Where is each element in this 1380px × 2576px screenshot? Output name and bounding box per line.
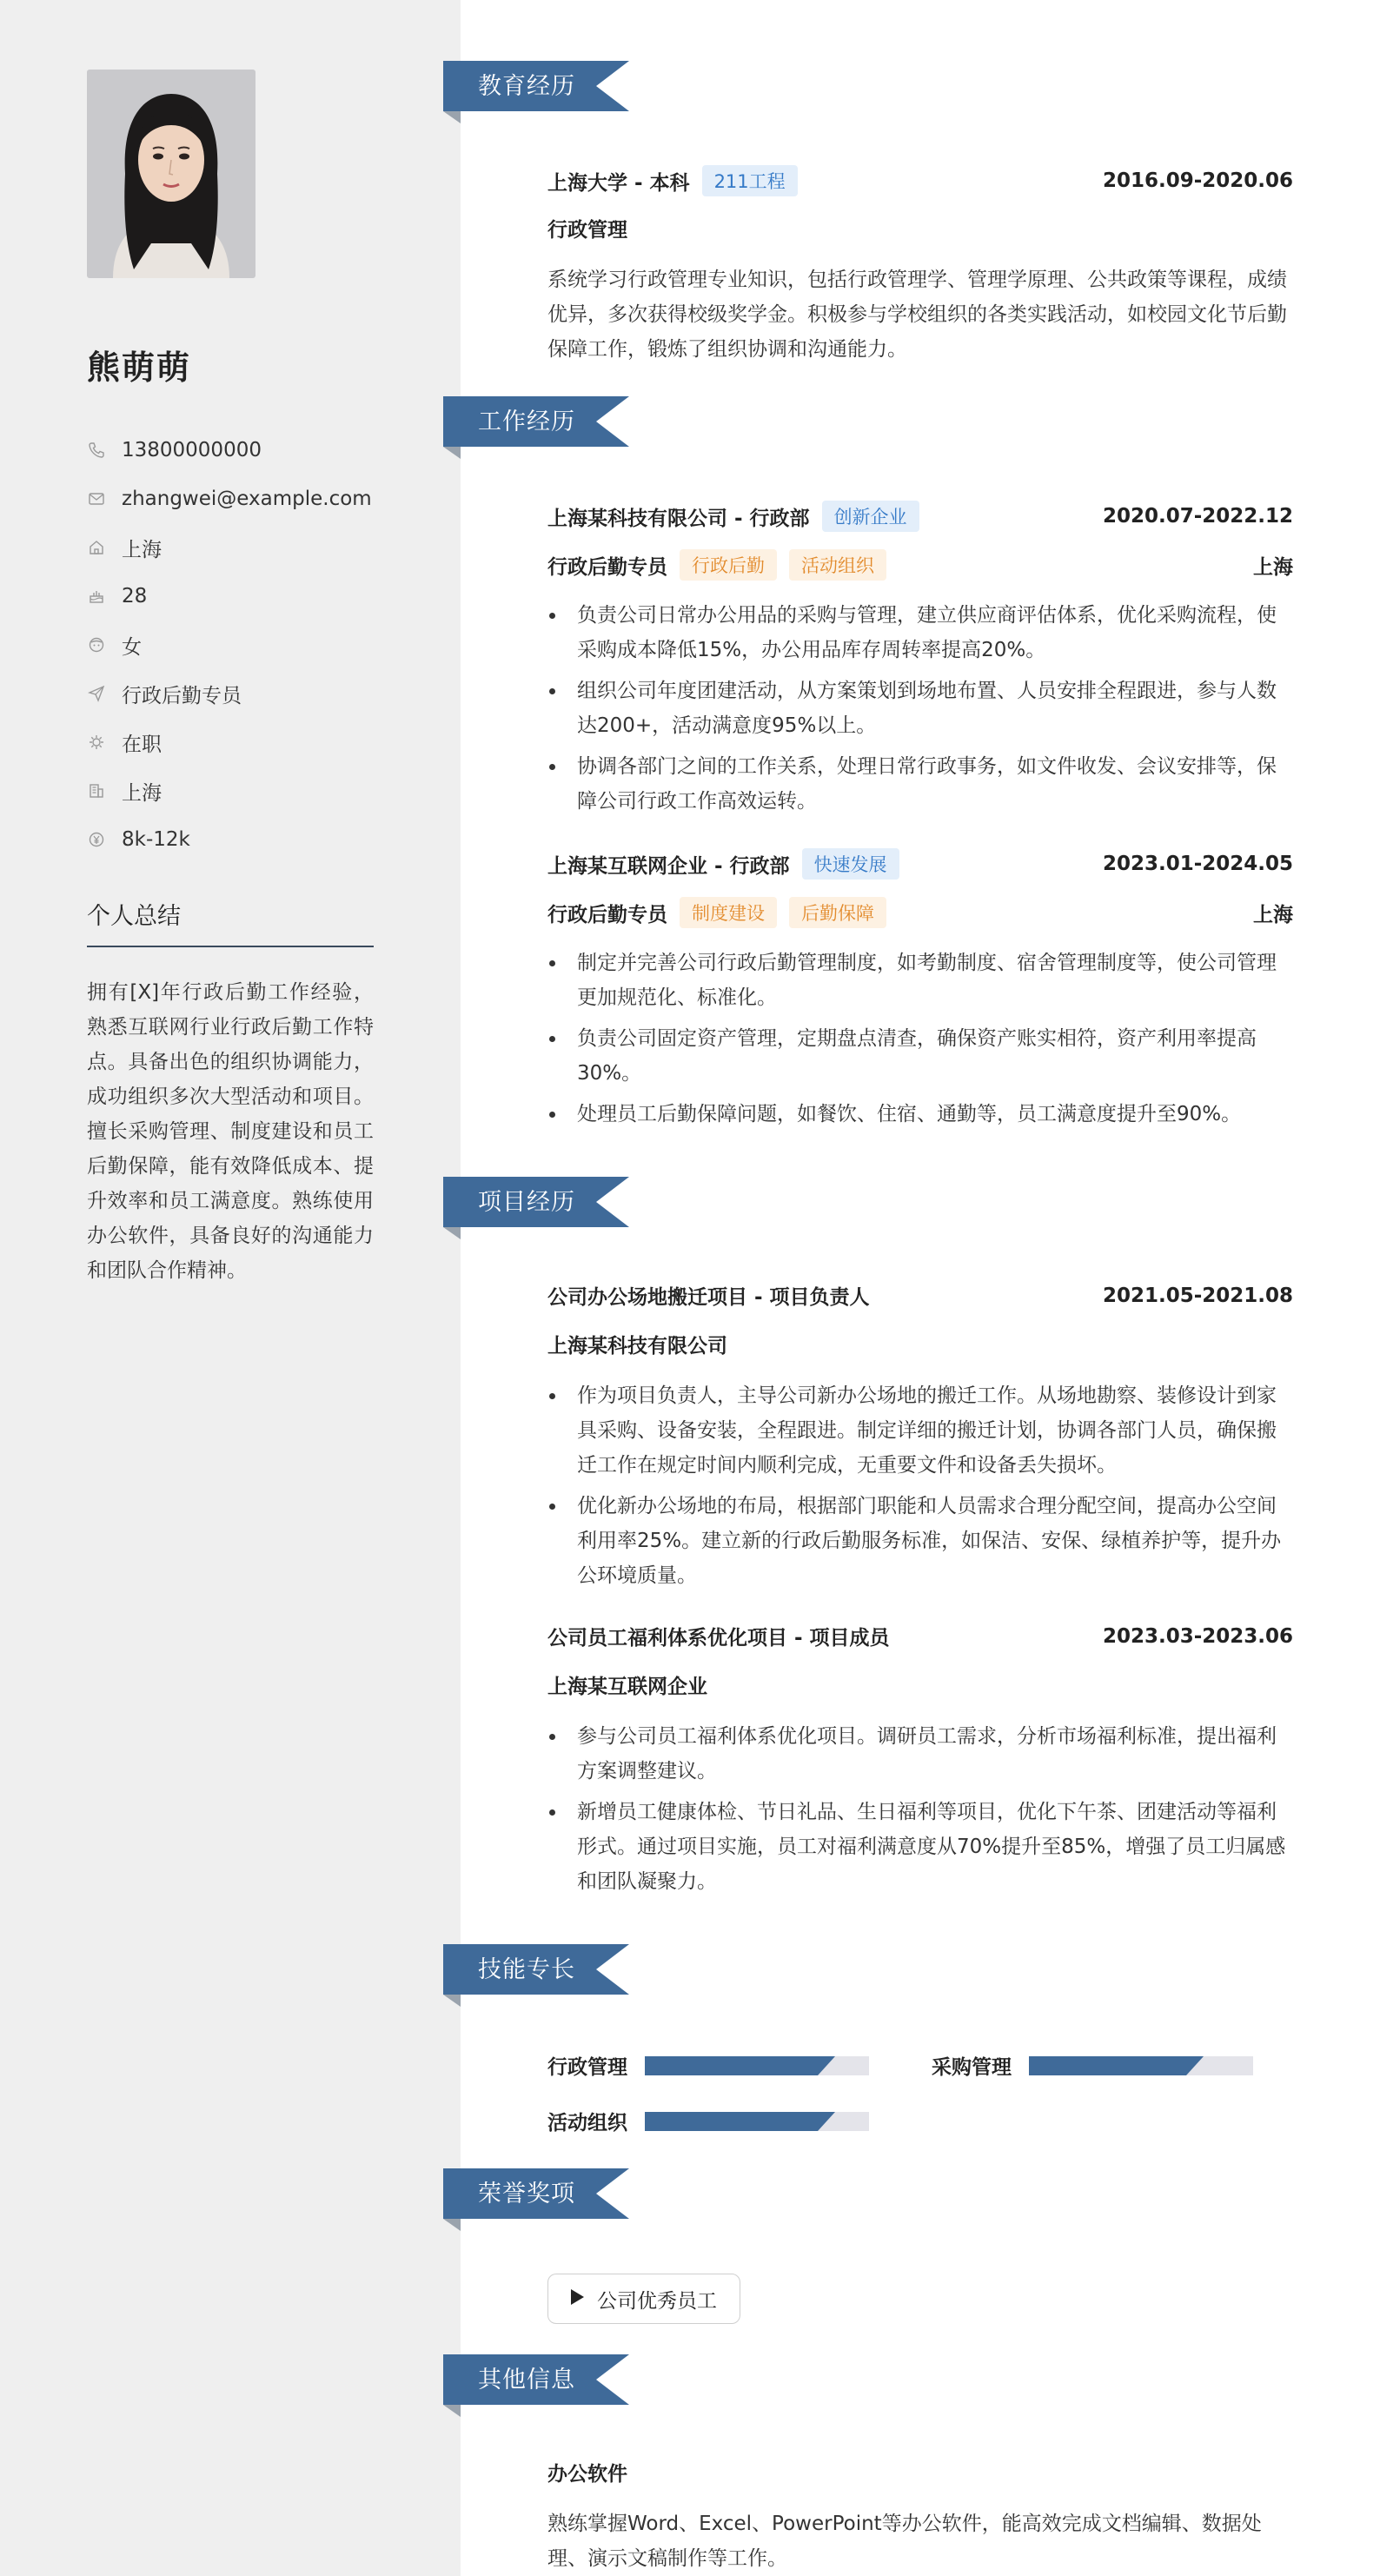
education-description: 系统学习行政管理专业知识，包括行政管理学、管理学原理、公共政策等课程，成绩优异，多次获得校级奖学金。积极参与学校组织的各类实践活动，如校园文化节后勤保障工作，锻炼了组织协调和沟通能力。 — [547, 269, 1287, 361]
bullet-item: 负责公司固定资产管理，定期盘点清查，确保资产账实相符，资产利用率提高30%。 — [547, 1021, 1293, 1091]
skill-name: 活动组织 — [547, 2112, 627, 2134]
skill-item — [547, 2051, 869, 2080]
contact-status — [87, 718, 382, 767]
bullet-item: 参与公司员工福利体系优化项目。调研员工需求，分析市场福利标准，提出福利方案调整建议。 — [547, 1719, 1293, 1789]
contact-text: 上海 — [122, 781, 162, 805]
salary-icon — [87, 830, 106, 849]
contact-text: 13800000000 — [122, 439, 262, 461]
contact-age — [87, 572, 382, 621]
role-tag: 后勤保障 — [789, 897, 886, 928]
section-header-other — [443, 2354, 634, 2424]
section-title: 其他信息 — [478, 2367, 575, 2393]
section-header-work — [443, 396, 634, 466]
project-date: 2023.03-2023.06 — [1102, 1624, 1293, 1648]
send-icon — [87, 684, 106, 703]
other-title: 办公软件 — [547, 2463, 627, 2486]
contact-position — [87, 669, 382, 718]
role-tag: 行政后勤 — [680, 549, 777, 581]
home-icon — [87, 538, 106, 557]
summary-text: 拥有[X]年行政后勤工作经验，熟悉互联网行业行政后勤工作特点。具备出色的组织协调能力，成功组织多次大型活动和项目。擅长采购管理、制度建设和员工后勤保障，能有效降低成本、提升效率和员工满意度。熟练使用办公软件，具备良好的沟通能力和团队合作精神。 — [87, 981, 374, 1282]
bullet-item: 组织公司年度团建活动，从方案策划到场地布置、人员安排全程跟进，参与人数达200+，活动满意度95%以上。 — [547, 674, 1293, 743]
work-bullets — [547, 946, 1293, 1138]
work-header — [547, 501, 1293, 532]
bullet-item: 新增员工健康体检、节日礼品、生日福利等项目，优化下午茶、团建活动等福利形式。通过项目实施，员工对福利满意度从70%提升至85%，增强了员工归属感和团队凝聚力。 — [547, 1795, 1293, 1899]
work-date: 2020.07-2022.12 — [1102, 505, 1293, 528]
skill-name: 行政管理 — [547, 2056, 627, 2079]
work-bullets — [547, 598, 1293, 825]
role-tag: 活动组织 — [789, 549, 886, 581]
skill-bar — [645, 2056, 869, 2075]
bullet-item: 处理员工后勤保障问题，如餐饮、住宿、通勤等，员工满意度提升至90%。 — [547, 1097, 1293, 1132]
avatar — [87, 70, 255, 278]
candidate-name: 熊萌萌 — [87, 349, 192, 387]
work-header — [547, 848, 1293, 880]
mail-icon — [87, 489, 106, 508]
section-title: 教育经历 — [478, 73, 575, 100]
contact-phone — [87, 426, 382, 475]
contact-location — [87, 523, 382, 572]
project-title: 公司办公场地搬迁项目 - 项目负责人 — [547, 1286, 870, 1309]
school-tag: 211工程 — [702, 165, 798, 196]
contact-email — [87, 475, 382, 523]
section-header-skills — [443, 1944, 634, 2014]
contact-text: 女 — [122, 635, 142, 659]
skill-bar — [645, 2112, 869, 2131]
contact-text: 在职 — [122, 733, 162, 756]
section-title: 项目经历 — [478, 1189, 575, 1216]
skill-fill — [645, 2056, 818, 2075]
section-header-awards — [443, 2168, 634, 2238]
role-title: 行政后勤专员 — [547, 555, 667, 579]
bullet-item: 作为项目负责人，主导公司新办公场地的搬迁工作。从场地勘察、装修设计到家具采购、设备安装，全程跟进。制定详细的搬迁计划，协调各部门人员，确保搬迁工作在规定时间内顺利完成，无重要文件和设备丢失损坏。 — [547, 1378, 1293, 1483]
section-title: 工作经历 — [478, 408, 575, 435]
project-org-row — [547, 1330, 1293, 1358]
project-org-row — [547, 1670, 1293, 1699]
project-header — [547, 1622, 1293, 1650]
school-name: 上海大学 - 本科 — [547, 171, 690, 195]
work-city: 上海 — [1253, 555, 1293, 579]
award-label: 公司优秀员工 — [597, 2289, 717, 2313]
contact-text: 28 — [122, 585, 148, 607]
summary-divider — [87, 946, 374, 947]
summary-title: 个人总结 — [87, 903, 181, 930]
role-title: 行政后勤专员 — [547, 903, 667, 926]
phone-icon — [87, 441, 106, 460]
contact-list — [87, 426, 382, 864]
contact-city — [87, 767, 382, 815]
contact-text: zhangwei@example.com — [122, 488, 372, 510]
bullet-item: 优化新办公场地的布局，根据部门职能和人员需求合理分配空间，提高办公空间利用率25%。建立新的行政后勤服务标准，如保洁、安保、绿植养护等，提升办公环境质量。 — [547, 1489, 1293, 1593]
work-date: 2023.01-2024.05 — [1102, 853, 1293, 875]
other-text: 熟练掌握Word、Excel、PowerPoint等办公软件，能高效完成文档编辑、数据处理、演示文稿制作等工作。 — [547, 2513, 1262, 2570]
project-org: 上海某互联网企业 — [547, 1676, 707, 1698]
bullet-item: 制定并完善公司行政后勤管理制度，如考勤制度、宿舍管理制度等，使公司管理更加规范化、标准化。 — [547, 946, 1293, 1015]
project-bullets — [547, 1378, 1293, 1599]
play-icon — [569, 2288, 585, 2309]
work-role-row — [547, 549, 1293, 581]
contact-salary — [87, 815, 382, 864]
bullet-item: 协调各部门之间的工作关系，处理日常行政事务，如文件收发、会议安排等，保障公司行政工作高效运转。 — [547, 749, 1293, 819]
skill-fill — [645, 2112, 818, 2131]
skill-name: 采购管理 — [932, 2056, 1012, 2079]
section-title: 技能专长 — [478, 1956, 575, 1983]
project-bullets — [547, 1719, 1293, 1905]
bullet-item: 负责公司日常办公用品的采购与管理，建立供应商评估体系，优化采购流程，使采购成本降低15%，办公用品库存周转率提高20%。 — [547, 598, 1293, 667]
role-tag: 制度建设 — [680, 897, 777, 928]
skill-item — [932, 2051, 1253, 2080]
contact-text: 上海 — [122, 538, 162, 561]
company-tag: 快速发展 — [802, 848, 899, 880]
contact-text: 8k-12k — [122, 828, 190, 851]
skill-fill — [1029, 2056, 1186, 2075]
project-title: 公司员工福利体系优化项目 - 项目成员 — [547, 1627, 890, 1650]
education-major-row — [547, 214, 1293, 242]
education-date: 2016.09-2020.06 — [1102, 169, 1293, 192]
building-icon — [87, 781, 106, 800]
work-role-row — [547, 897, 1293, 928]
section-header-education — [443, 61, 634, 130]
award-badge — [547, 2274, 740, 2324]
major: 行政管理 — [547, 219, 627, 242]
project-header — [547, 1281, 1293, 1310]
education-header — [547, 165, 1293, 196]
section-header-projects — [443, 1177, 634, 1246]
gender-icon — [87, 635, 106, 654]
sidebar — [0, 0, 461, 2576]
status-icon — [87, 733, 106, 752]
company-name: 上海某互联网企业 - 行政部 — [547, 854, 790, 878]
skill-item — [547, 2107, 869, 2135]
company-name: 上海某科技有限公司 - 行政部 — [547, 507, 810, 530]
project-org: 上海某科技有限公司 — [547, 1335, 727, 1358]
work-city: 上海 — [1253, 903, 1293, 926]
section-title: 荣誉奖项 — [478, 2181, 575, 2208]
contact-text: 行政后勤专员 — [122, 684, 242, 707]
company-tag: 创新企业 — [822, 501, 919, 532]
other-title-row — [547, 2458, 1293, 2486]
skill-bar — [1029, 2056, 1253, 2075]
project-date: 2021.05-2021.08 — [1102, 1284, 1293, 1307]
cake-icon — [87, 587, 106, 606]
contact-gender — [87, 621, 382, 669]
